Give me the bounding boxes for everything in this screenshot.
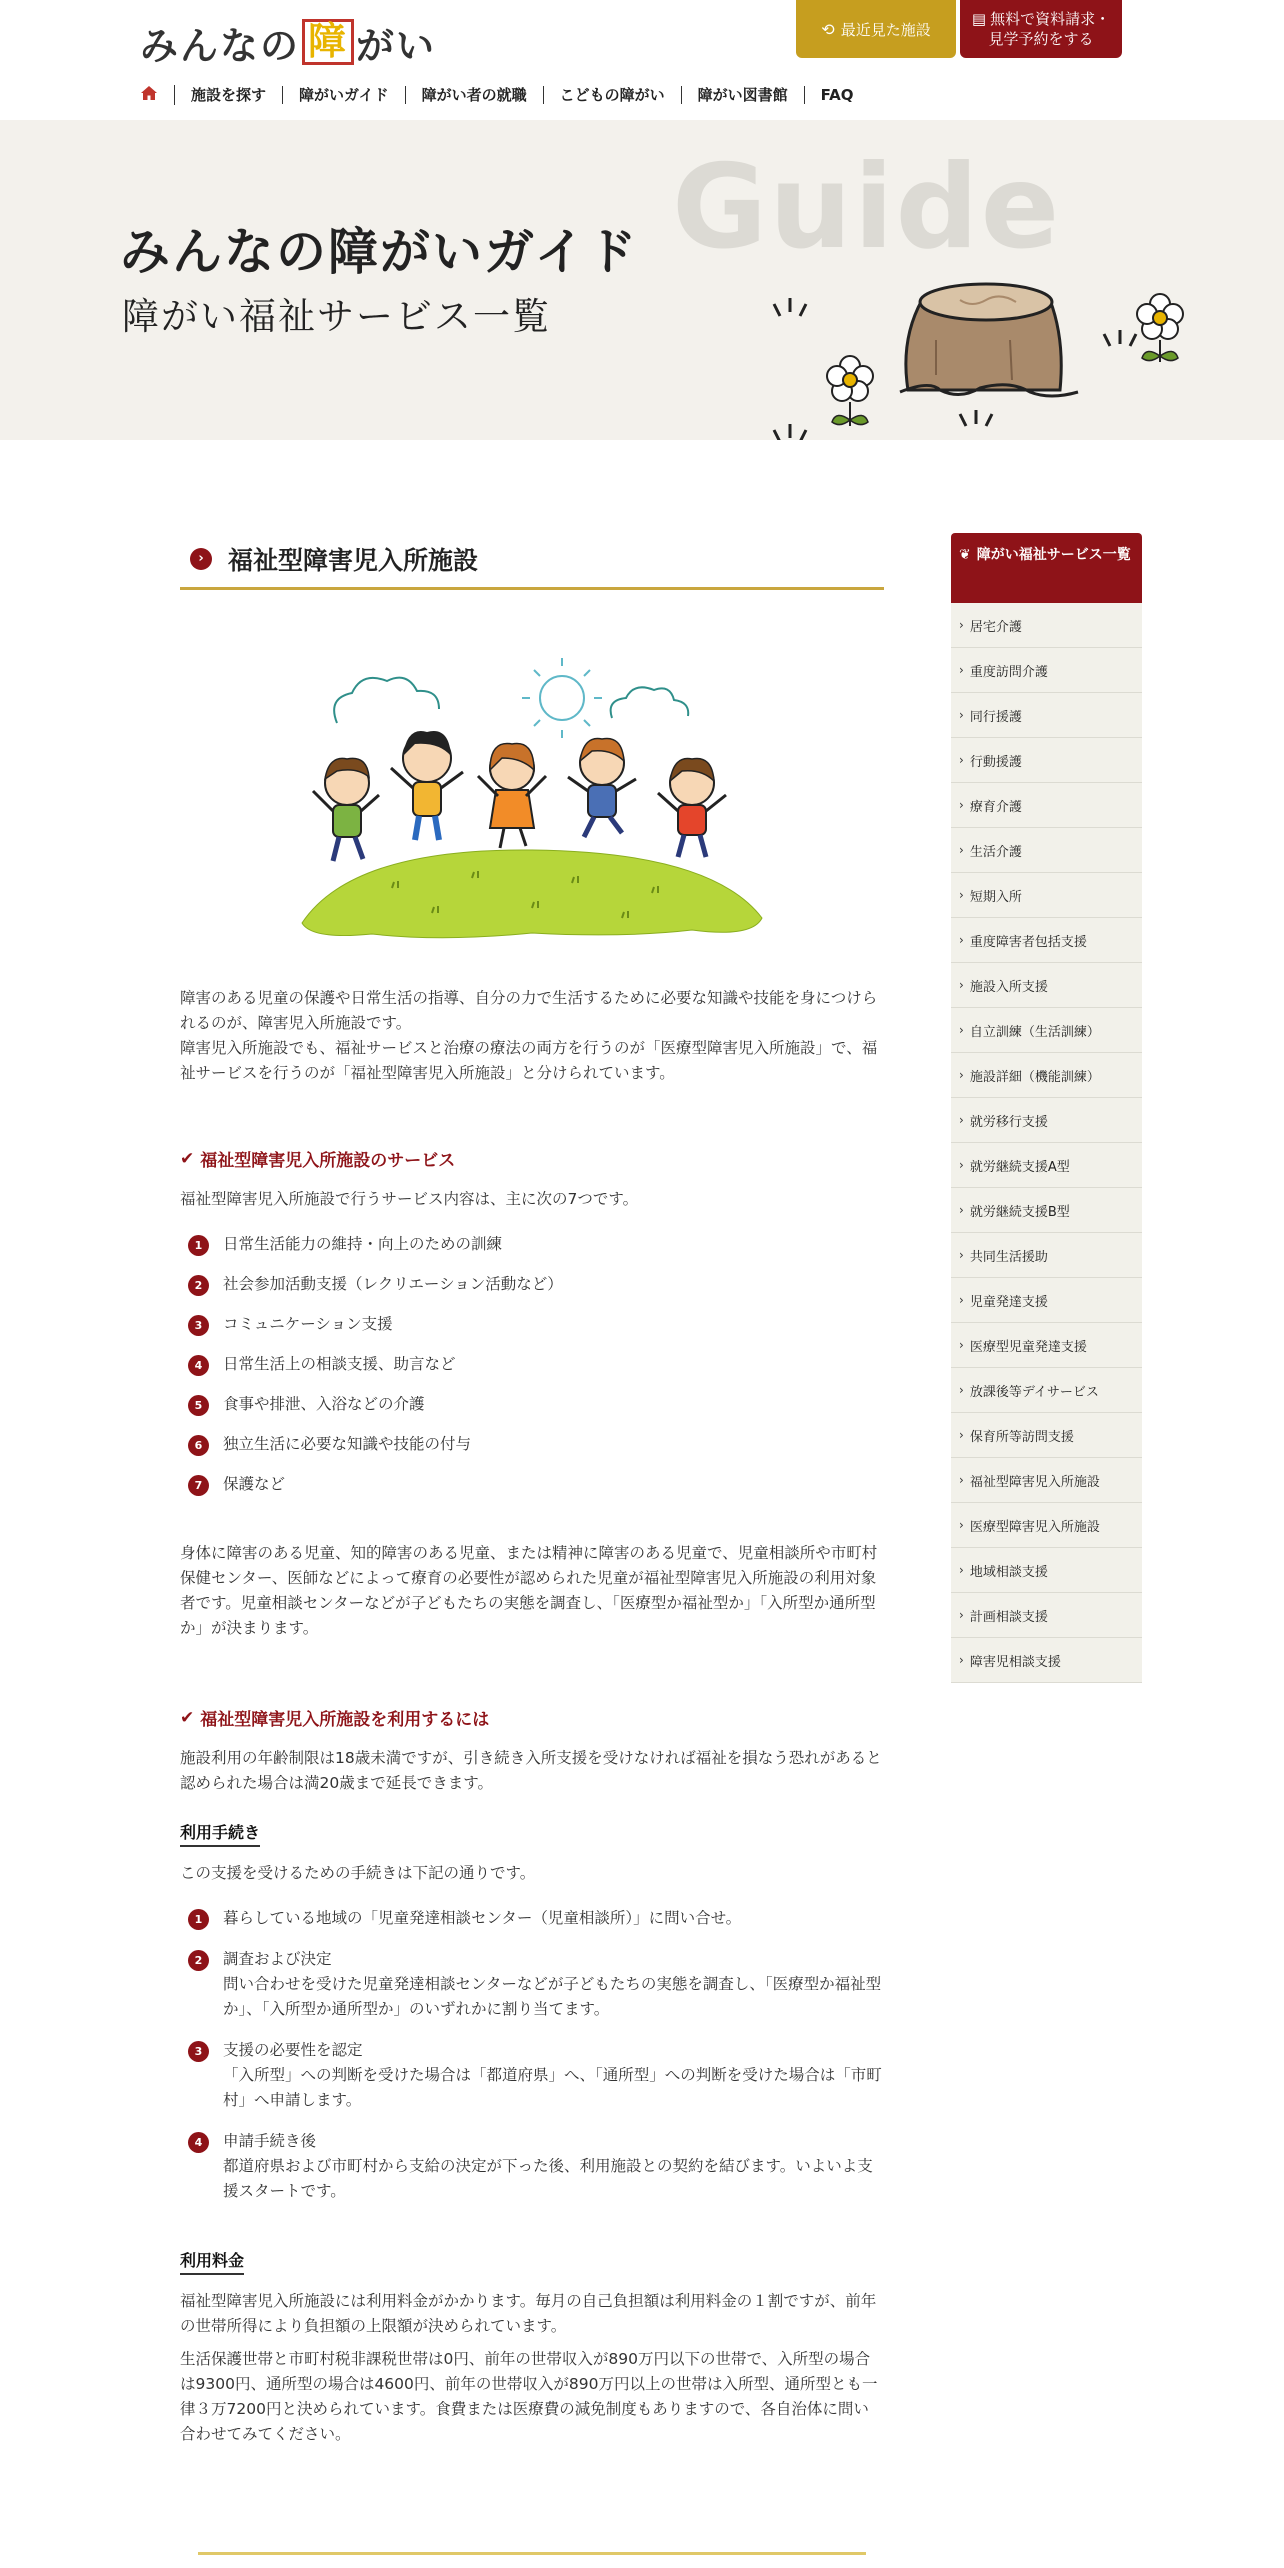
list-item	[180, 1947, 884, 2022]
list-item	[180, 1232, 884, 1257]
sidebar-item[interactable]	[951, 1278, 1142, 1323]
sidebar-item-label: 計画相談支援	[969, 1609, 1048, 1625]
intro-paragraph: 障害児入所施設でも、福祉サービスと治療の療法の両方を行うのが「医療型障害児入所施設」で、福祉サービスを行うのが「福祉型障害児入所施設」と分けられています。	[180, 1039, 878, 1082]
number-badge: 4	[188, 2132, 209, 2153]
services-heading-text: 福祉型障害児入所施設のサービス	[200, 1151, 456, 1171]
procedure-lead: この支援を受けるための手続きは下記の通りです。	[180, 1864, 536, 1882]
list-item	[180, 2038, 884, 2113]
list-item	[180, 1392, 884, 1417]
step-title: 調査および決定	[223, 1950, 332, 1968]
chevron-right-icon: ›	[959, 1653, 964, 1667]
sidebar-item[interactable]	[951, 828, 1142, 873]
number-badge: 4	[188, 1355, 209, 1376]
sidebar-item-label: 施設入所支援	[969, 979, 1048, 995]
chevron-right-icon: ›	[959, 1383, 964, 1397]
nav-item-guide[interactable]: 障がいガイド	[283, 86, 406, 104]
step-title: 申請手続き後	[223, 2132, 317, 2150]
logo-text-pre: みんなの	[140, 23, 301, 68]
sidebar-item[interactable]	[951, 1548, 1142, 1593]
sidebar-item[interactable]	[951, 1368, 1142, 1413]
leaf-icon: ❦	[959, 547, 971, 563]
recent-viewed-button[interactable]	[796, 0, 956, 58]
number-badge: 1	[188, 1909, 209, 1930]
site-header	[0, 0, 1284, 120]
chevron-right-icon: ›	[190, 548, 212, 570]
sidebar-heading	[951, 533, 1142, 603]
sidebar-item-label: 障害児相談支援	[969, 1654, 1061, 1670]
sidebar-item-label: 就労継続支援B型	[969, 1204, 1070, 1220]
services-section	[180, 1146, 884, 1641]
sidebar-item-label: 療育介護	[969, 799, 1022, 815]
sidebar-item-label: 行動援護	[969, 754, 1022, 770]
sidebar-item[interactable]	[951, 1638, 1142, 1683]
number-badge: 3	[188, 2041, 209, 2062]
sidebar-item[interactable]	[951, 918, 1142, 963]
page-title: 福祉型障害児入所施設	[228, 545, 479, 575]
chevron-right-icon: ›	[959, 933, 964, 947]
list-item-text: 日常生活上の相談支援、助言など	[223, 1355, 456, 1373]
logo-text-highlight: 障	[302, 19, 354, 65]
recent-viewed-label: 最近見た施設	[840, 20, 931, 39]
tree-stump-illustration	[760, 240, 1200, 440]
services-heading	[180, 1146, 884, 1171]
sidebar-item-label: 自立訓練（生活訓練）	[969, 1024, 1100, 1040]
sidebar-item-label: 居宅介護	[969, 619, 1022, 635]
chevron-right-icon: ›	[959, 978, 964, 992]
chevron-right-icon: ›	[959, 1428, 964, 1442]
sidebar-item[interactable]	[951, 1188, 1142, 1233]
number-badge: 1	[188, 1235, 209, 1256]
nav-item-faq[interactable]: FAQ	[820, 86, 854, 104]
step-desc: 問い合わせを受けた児童発達相談センターなどが子どもたちの実態を調査し、「医療型か福祉型か」、「入所型か通所型か」のいずれかに割り当てます。	[223, 1975, 882, 2018]
global-nav	[140, 82, 870, 108]
sidebar-item[interactable]	[951, 693, 1142, 738]
section-title	[180, 530, 884, 590]
document-icon: ▤	[971, 9, 987, 28]
services-list	[180, 1232, 884, 1497]
list-item-text: 日常生活能力の維持・向上のための訓練	[223, 1235, 503, 1253]
services-note: 身体に障害のある児童、知的障害のある児童、または精神に障害のある児童で、児童相談所や市町村保健センター、医師などによって療育の必要性が認められた児童が福祉型障害児入所施設の利用対象者です。児童相談センターなどが子どもたちの実態を調査し、「医療型か福祉型か」「入所型か通所型か」が決まります。	[180, 1544, 878, 1637]
procedure-block	[180, 1820, 884, 2204]
chevron-right-icon: ›	[959, 1338, 964, 1352]
history-icon: ⟲	[821, 19, 835, 39]
number-badge: 3	[188, 1315, 209, 1336]
chevron-right-icon: ›	[959, 1248, 964, 1262]
sidebar	[951, 533, 1142, 1683]
procedure-list	[180, 1906, 884, 2204]
sidebar-item-label: 短期入所	[969, 889, 1022, 905]
intro-block	[180, 986, 884, 1086]
sidebar-item-label: 重度訪問介護	[969, 664, 1048, 680]
list-item	[180, 1432, 884, 1457]
chevron-right-icon: ›	[959, 1293, 964, 1307]
usage-heading-text: 福祉型障害児入所施設を利用するには	[200, 1710, 490, 1730]
chevron-right-icon: ›	[959, 1023, 964, 1037]
chevron-right-icon: ›	[959, 1113, 964, 1127]
sidebar-item[interactable]	[951, 648, 1142, 693]
usage-section	[180, 1705, 884, 2447]
sidebar-item-label: 施設詳細（機能訓練）	[969, 1069, 1100, 1085]
sidebar-item[interactable]	[951, 1323, 1142, 1368]
chevron-right-icon: ›	[959, 843, 964, 857]
fee-paragraph: 福祉型障害児入所施設には利用料金がかかります。毎月の自己負担額は利用料金の１割ですが、前年の世帯所得により負担額の上限額が決められています。	[180, 2292, 877, 2335]
chevron-right-icon: ›	[959, 888, 964, 902]
site-logo[interactable]	[140, 16, 436, 68]
nav-item-employment[interactable]: 障がい者の就職	[406, 86, 544, 104]
sidebar-item[interactable]	[951, 1413, 1142, 1458]
list-item	[180, 1272, 884, 1297]
children-jumping-illustration	[272, 638, 792, 948]
sidebar-item[interactable]	[951, 873, 1142, 918]
chevron-right-icon: ›	[959, 1518, 964, 1532]
step-title: 支援の必要性を認定	[223, 2041, 363, 2059]
fee-heading: 利用料金	[180, 2248, 244, 2275]
sidebar-item-label: 医療型障害児入所施設	[969, 1519, 1100, 1535]
list-item	[180, 1472, 884, 1497]
sidebar-item-label: 放課後等デイサービス	[969, 1384, 1099, 1400]
nav-item-search-facility[interactable]: 施設を探す	[175, 86, 283, 104]
usage-heading	[180, 1705, 884, 1730]
sidebar-heading-text: 障がい福祉サービス一覧	[976, 547, 1131, 563]
intro-paragraph: 障害のある児童の保護や日常生活の指導、自分の力で生活するために必要な知識や技能を身につけられるのが、障害児入所施設です。	[180, 989, 878, 1032]
hero-bg-word: Guide	[672, 140, 1062, 275]
sidebar-item-label: 就労移行支援	[969, 1114, 1048, 1130]
sidebar-item[interactable]	[951, 1458, 1142, 1503]
sidebar-item[interactable]	[951, 1008, 1142, 1053]
fee-paragraph: 生活保護世帯と市町村税非課税世帯は0円、前年の世帯収入が890万円以下の世帯で、入所型の場合は9300円、通所型の場合は4600円、前年の世帯収入が890万円以上の世帯は入所型、通所型とも一律３万7200円と決められています。食費または医療費の減免制度もありますので、各自治体に問い合わせてみてください。	[180, 2350, 878, 2443]
fee-block	[180, 2248, 884, 2447]
footer-divider	[198, 2552, 866, 2555]
sidebar-item[interactable]	[951, 963, 1142, 1008]
number-badge: 2	[188, 1275, 209, 1296]
step-desc: 「入所型」への判断を受けた場合は「都道府県」へ、「通所型」への判断を受けた場合は「市町村」へ申請します。	[223, 2066, 882, 2109]
chevron-right-icon: ›	[959, 1158, 964, 1172]
list-item	[180, 1312, 884, 1337]
chevron-right-icon: ›	[959, 1608, 964, 1622]
chevron-right-icon: ›	[959, 1563, 964, 1577]
step-desc: 都道府県および市町村から支給の決定が下った後、利用施設との契約を結びます。いよいよ支援スタートです。	[223, 2157, 873, 2200]
number-badge: 6	[188, 1435, 209, 1456]
sidebar-item[interactable]	[951, 603, 1142, 648]
nav-item-library[interactable]: 障がい図書館	[682, 86, 805, 104]
sidebar-item-label: 地域相談支援	[969, 1564, 1048, 1580]
list-item-text: 社会参加活動支援（レクリエーション活動など）	[223, 1275, 563, 1293]
sidebar-item[interactable]	[951, 1143, 1142, 1188]
check-icon: ✔	[180, 1707, 195, 1728]
number-badge: 5	[188, 1395, 209, 1416]
sidebar-item-label: 福祉型障害児入所施設	[969, 1474, 1100, 1490]
number-badge: 7	[188, 1475, 209, 1496]
chevron-right-icon: ›	[959, 663, 964, 677]
chevron-right-icon: ›	[959, 1203, 964, 1217]
sidebar-item-label: 保育所等訪問支援	[969, 1429, 1074, 1445]
sidebar-item[interactable]	[951, 1098, 1142, 1143]
chevron-right-icon: ›	[959, 753, 964, 767]
step-title: 暮らしている地域の「児童発達相談センター（児童相談所）」に問い合せ。	[223, 1909, 742, 1927]
hero-subtitle: 障がい福祉サービス一覧	[122, 295, 551, 338]
hero-title: みんなの障がいガイド	[120, 223, 639, 281]
chevron-right-icon: ›	[959, 1473, 964, 1487]
list-item-text: 食事や排泄、入浴などの介護	[223, 1395, 425, 1413]
main-content	[180, 530, 884, 2447]
chevron-right-icon: ›	[959, 798, 964, 812]
request-materials-button[interactable]	[960, 0, 1122, 58]
home-icon[interactable]	[140, 85, 175, 105]
list-item	[180, 1906, 884, 1931]
number-badge: 2	[188, 1950, 209, 1971]
services-lead: 福祉型障害児入所施設で行うサービス内容は、主に次の7つです。	[180, 1190, 639, 1208]
list-item	[180, 1352, 884, 1377]
sidebar-item[interactable]	[951, 1503, 1142, 1548]
sidebar-item[interactable]	[951, 738, 1142, 783]
sidebar-item[interactable]	[951, 1593, 1142, 1638]
chevron-right-icon: ›	[959, 618, 964, 632]
sidebar-item-label: 医療型児童発達支援	[969, 1339, 1087, 1355]
list-item-text: 独立生活に必要な知識や技能の付与	[223, 1435, 472, 1453]
sidebar-item-label: 重度障害者包括支援	[969, 934, 1087, 950]
sidebar-item[interactable]	[951, 1053, 1142, 1098]
sidebar-item-label: 就労継続支援A型	[969, 1159, 1070, 1175]
sidebar-item-label: 同行援護	[969, 709, 1022, 725]
list-item	[180, 2129, 884, 2204]
chevron-right-icon: ›	[959, 708, 964, 722]
check-icon: ✔	[180, 1148, 195, 1169]
request-materials-label: 無料で資料請求・見学予約をする	[988, 9, 1111, 48]
sidebar-item[interactable]	[951, 1233, 1142, 1278]
sidebar-item-label: 児童発達支援	[969, 1294, 1048, 1310]
usage-text: 施設利用の年齢制限は18歳未満ですが、引き続き入所支援を受けなければ福祉を損なう恐れがあると認められた場合は満20歳まで延長できます。	[180, 1749, 882, 1792]
procedure-heading: 利用手続き	[180, 1820, 260, 1847]
hero-banner	[0, 120, 1284, 440]
sidebar-item-label: 共同生活援助	[969, 1249, 1048, 1265]
nav-item-children[interactable]: こどもの障がい	[544, 86, 682, 104]
sidebar-item[interactable]	[951, 783, 1142, 828]
sidebar-item-label: 生活介護	[969, 844, 1022, 860]
logo-text-post: がい	[356, 23, 437, 68]
list-item-text: 保護など	[223, 1475, 286, 1493]
chevron-right-icon: ›	[959, 1068, 964, 1082]
list-item-text: コミュニケーション支援	[223, 1315, 393, 1333]
